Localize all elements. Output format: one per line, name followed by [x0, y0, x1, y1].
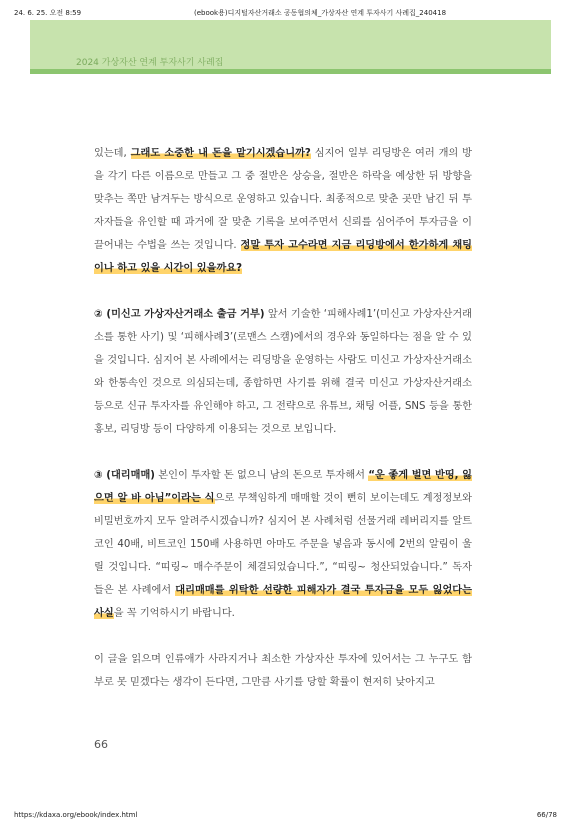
text-segment: 이 글을 읽으며 인류애가 사라지거나 최소한 가상자산 투자에 있어서는 그 누구도 함부로 못 믿겠다는 생각이 든다면, 그만큼 사기를 당할 확률이 현저히 낮아지고 [94, 654, 472, 688]
page-number: 66 [94, 738, 108, 751]
text-segment: 있는데, [94, 148, 131, 159]
paragraph-4 [94, 648, 472, 694]
text-segment: 을 꼭 기억하시기 바랍니다. [113, 608, 235, 619]
highlight-segment: 정말 투자 고수라면 지금 리딩방에서 한가하게 채팅이나 하고 있을 시간이 있을까요? [94, 240, 472, 274]
text-segment: 앞서 기술한 ‘피해사례1’(미신고 가상자산거래소를 통한 사기) 및 ‘피해사례3’(로맨스 스캠)에서의 경우와 동일하다는 점을 알 수 있을 것입니다. 심지어 본 사례에서는 리딩방을 운영하는 사람도 미신고 가상자산거래소와 한통속인 것으로 의심되는데, 종합하면 사기를 위해 결국 미신고 가상자산거래소 등으로 신규 투자자를 유인해야 하고, 그 전략으로 유튜브, 채팅 어플, SNS 등을 통한 홍보, 리딩방 등이 다양하게 이용되는 것으로 보입니다. [94, 309, 472, 435]
header-stripe [30, 69, 551, 74]
print-document-title: (ebook용)디지털자산거래소 공동협의체_가상자산 연계 투자사기 사례집_240418 [194, 9, 447, 17]
paragraph-3 [94, 464, 472, 625]
bold-segment: ③ (대리매매) [94, 470, 155, 481]
highlight-segment: “운 좋게 벌면 반띵, 잃으면 알 바 아님”이라는 식 [94, 470, 472, 504]
page-content [94, 142, 472, 717]
print-header [14, 8, 557, 18]
paragraph-1 [94, 142, 472, 280]
highlight-segment: 대리매매를 위탁한 선량한 피해자가 결국 투자금을 모두 잃었다는 사실 [94, 585, 472, 619]
paragraph-2 [94, 303, 472, 441]
text-segment: 심지어 일부 리딩방은 여러 개의 방을 각기 다른 이름으로 만들고 그 중 절반은 상승을, 절반은 하락을 예상한 뒤 방향을 맞추는 쪽만 남겨두는 방식으로 운영하고 있습니다. 최종적으로 맞춘 곳만 남긴 뒤 투자자들을 유인할 때 과거에 잘 맞춘 기록을 보여주면서 신뢰를 심어주어 투자금을 이끌어내는 수법을 쓰는 것입니다. [94, 148, 472, 251]
header-band [30, 20, 551, 74]
text-segment: 본인이 투자할 돈 없으니 남의 돈으로 투자해서 [154, 470, 369, 481]
print-url: https://kdaxa.org/ebook/index.html [14, 811, 138, 819]
print-footer [14, 811, 557, 821]
bold-segment: ② (미신고 가상자산거래소 출금 거부) [94, 309, 265, 320]
text-segment: 으로 무책임하게 매매할 것이 뻔히 보이는데도 계정정보와 비밀번호까지 모두 알려주시겠습니까? 심지어 본 사례처럼 선물거래 레버리지를 알트코인 40배, 비트코인 150배 사용하면 아마도 주문을 넣음과 동시에 2번의 알림이 울릴 것입니다. “띠링~ 매수주문이 체결되었습니다.”, “띠링~ 청산되었습니다.” 독자들은 본 사례에서 [94, 493, 472, 596]
running-header-title: 2024 가상자산 연계 투자사기 사례집 [76, 58, 224, 68]
highlight-segment: 그래도 소중한 내 돈을 맡기시겠습니까? [130, 148, 311, 159]
print-pager: 66/78 [536, 811, 557, 819]
print-date: 24. 6. 25. 오전 8:59 [14, 9, 82, 17]
